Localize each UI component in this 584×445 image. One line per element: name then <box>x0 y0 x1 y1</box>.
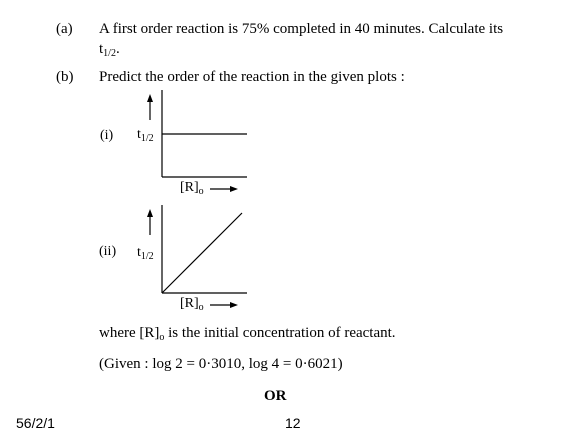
plot-i-x-symbol: [R] <box>180 180 199 195</box>
plot-ii-graph <box>140 205 260 305</box>
plot-i-up-arrow-head <box>147 94 153 102</box>
question-a-half-life <box>99 40 120 63</box>
plot-i-y-symbol: t <box>137 127 141 142</box>
plot-ii-right-arrow-icon <box>208 299 240 311</box>
plot-ii-y-subscript: 1/2 <box>140 251 154 262</box>
plot-i-y-subscript: 1/2 <box>140 133 154 144</box>
where-suffix: is the initial concentration of reactant. <box>164 325 396 341</box>
plot-ii-x-subscript: o <box>198 302 204 313</box>
plot-ii-y-symbol: t <box>137 245 141 260</box>
half-life-subscript: 1/2 <box>103 48 116 59</box>
plot-ii-x-symbol: [R] <box>180 296 199 311</box>
question-a-marker: (a) <box>56 21 73 37</box>
where-prefix: where [R] <box>99 325 160 341</box>
or-separator: OR <box>264 388 287 404</box>
where-statement <box>99 324 396 347</box>
plot-ii-up-arrow-head <box>147 209 153 217</box>
given-values: (Given : log 2 = 0·3010, log 4 = 0·6021) <box>99 356 343 372</box>
where-subscript: o <box>159 332 165 343</box>
half-life-symbol: t <box>99 41 104 57</box>
plot-ii-diagonal-line <box>162 213 242 293</box>
plot-ii-label: (ii) <box>99 244 117 259</box>
question-b-marker: (b) <box>56 69 74 85</box>
question-a-text: A first order reaction is 75% completed in 40 minutes. Calculate its <box>99 21 504 37</box>
plot-i-x-axis-label <box>180 180 204 197</box>
plot-i-right-arrow-icon <box>208 183 240 195</box>
page-number: 12 <box>285 415 301 431</box>
plot-i-x-subscript: o <box>198 186 204 197</box>
question-b-text: Predict the order of the reaction in the given plots : <box>99 69 405 85</box>
paper-code: 56/2/1 <box>16 415 55 431</box>
half-life-period: . <box>115 41 120 57</box>
plot-i-label: (i) <box>100 128 114 143</box>
plot-ii-x-axis-label <box>180 296 204 313</box>
